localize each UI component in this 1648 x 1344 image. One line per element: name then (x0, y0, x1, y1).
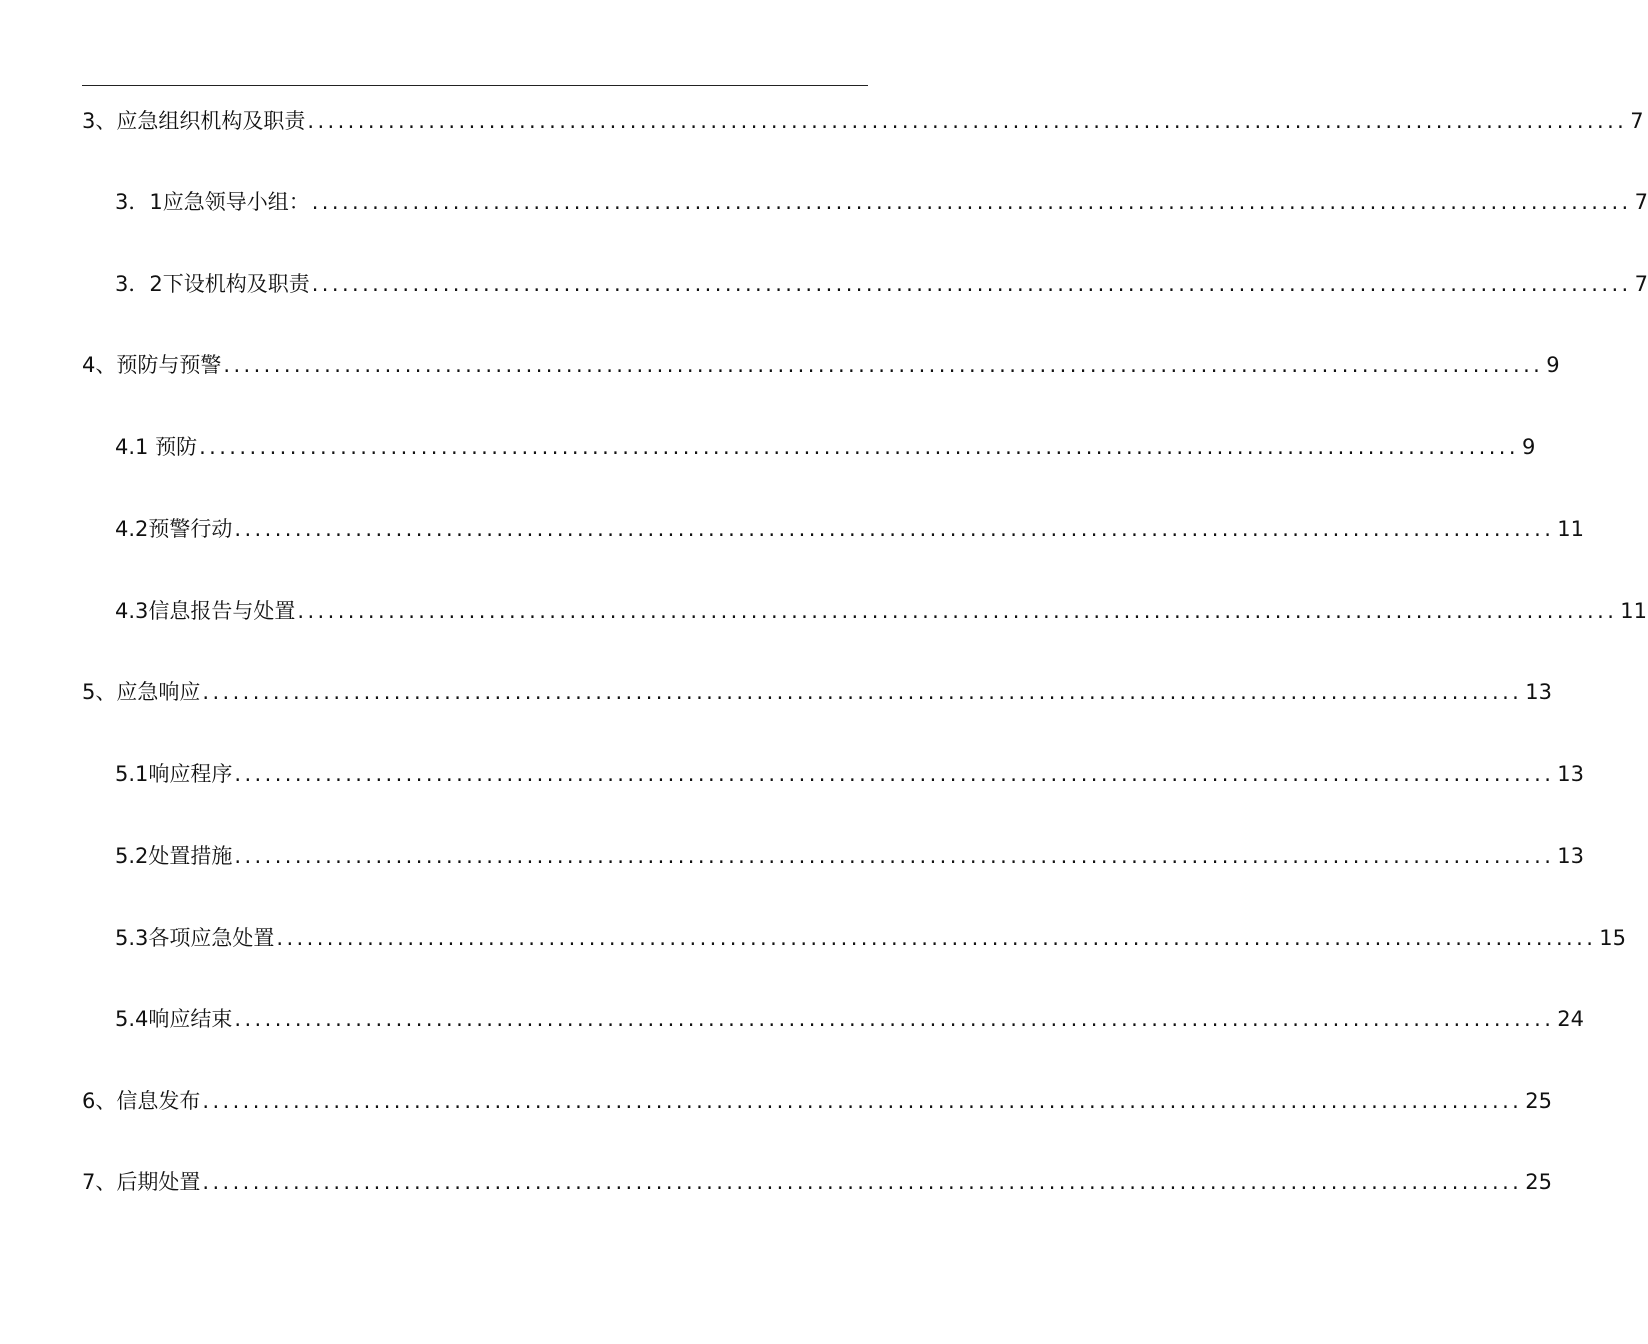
toc-dot-leader: ................................................................................................................................... (234, 517, 1555, 541)
toc-entry-title: 预警行动 (148, 517, 233, 541)
toc-entry-number: 6、 (82, 1089, 117, 1113)
toc-entry-7[interactable] (82, 1166, 1552, 1198)
toc-entry-3-2[interactable] (115, 268, 1648, 300)
toc-dot-leader: ................................................................................................................................... (297, 599, 1618, 623)
toc-entry-number: 4、 (82, 353, 117, 377)
toc-entry-number: 7、 (82, 1170, 117, 1194)
toc-entry-number: 4.2 (115, 517, 149, 541)
toc-entry-title: 响应程序 (148, 762, 233, 786)
toc-dot-leader: ................................................................................................................................... (234, 844, 1555, 868)
toc-entry-5-4[interactable] (115, 1003, 1585, 1035)
toc-entry-title: 处置措施 (148, 844, 233, 868)
toc-page-number: 13 (1557, 762, 1585, 786)
toc-entry-5-2[interactable] (115, 840, 1585, 872)
toc-entry-5-3[interactable] (115, 922, 1627, 954)
toc-entry-title: 应急组织机构及职责 (116, 109, 306, 133)
toc-page-number: 9 (1546, 353, 1560, 377)
toc-entry-title: 信息报告与处置 (148, 599, 296, 623)
toc-entry-5[interactable] (82, 676, 1552, 708)
toc-entry-number: 4.3 (115, 599, 149, 623)
toc-dot-leader: ................................................................................................................................... (223, 353, 1544, 377)
toc-page-number: 11 (1620, 599, 1648, 623)
toc-dot-leader: ................................................................................................................................... (202, 680, 1523, 704)
toc-entry-title: 下设机构及职责 (162, 272, 310, 296)
toc-entry-4-3[interactable] (115, 595, 1648, 627)
toc-entry-number: 3．2 (115, 272, 163, 296)
toc-entry-number: 5、 (82, 680, 117, 704)
toc-entry-number: 4.1 (115, 435, 156, 459)
toc-entry-title: 预防与预警 (116, 353, 222, 377)
toc-page-number: 7 (1634, 190, 1648, 214)
toc-entry-number: 3．1 (115, 190, 163, 214)
toc-entry-title: 应急响应 (116, 680, 201, 704)
toc-page-number: 25 (1525, 1170, 1552, 1194)
toc-page-number: 13 (1525, 680, 1552, 704)
toc-entry-title: 响应结束 (148, 1007, 233, 1031)
toc-entry-number: 5.1 (115, 762, 149, 786)
toc-dot-leader: ................................................................................................................................... (234, 762, 1555, 786)
toc-dot-leader: ................................................................................................................................... (199, 435, 1519, 459)
toc-page-number: 7 (1630, 109, 1644, 133)
toc-dot-leader: ................................................................................................................................... (234, 1007, 1555, 1031)
toc-entry-title: 后期处置 (116, 1170, 201, 1194)
toc-dot-leader: ................................................................................................................................... (202, 1089, 1523, 1113)
toc-dot-leader: ................................................................................................................................... (307, 109, 1628, 133)
toc-entry-title: 信息发布 (116, 1089, 201, 1113)
toc-page-number: 15 (1599, 926, 1627, 950)
toc-entry-4-1[interactable] (115, 431, 1536, 463)
toc-entry-4-2[interactable] (115, 513, 1585, 545)
toc-dot-leader: ................................................................................................................................... (276, 926, 1597, 950)
toc-entry-number: 5.2 (115, 844, 149, 868)
toc-entry-number: 5.3 (115, 926, 149, 950)
toc-page-number: 13 (1557, 844, 1585, 868)
toc-page-number: 11 (1557, 517, 1585, 541)
toc-entry-title: 预防 (155, 435, 198, 459)
toc-page-number: 9 (1521, 435, 1536, 459)
toc-dot-leader: ................................................................................................................................... (311, 190, 1632, 214)
toc-entry-3[interactable] (82, 105, 1644, 137)
toc-entry-4[interactable] (82, 349, 1560, 381)
toc-page-number: 25 (1525, 1089, 1552, 1113)
toc-dot-leader: ................................................................................................................................... (311, 272, 1632, 296)
toc-entry-title: 各项应急处置 (148, 926, 275, 950)
toc-entry-number: 5.4 (115, 1007, 149, 1031)
toc-entry-6[interactable] (82, 1085, 1552, 1117)
toc-entry-title: 应急领导小组： (162, 190, 310, 214)
toc-entry-3-1[interactable] (115, 186, 1648, 218)
toc-page-number: 7 (1634, 272, 1648, 296)
toc-dot-leader: ................................................................................................................................... (202, 1170, 1523, 1194)
toc-entry-5-1[interactable] (115, 758, 1585, 790)
toc-entry-number: 3、 (82, 109, 117, 133)
toc-page-number: 24 (1557, 1007, 1585, 1031)
